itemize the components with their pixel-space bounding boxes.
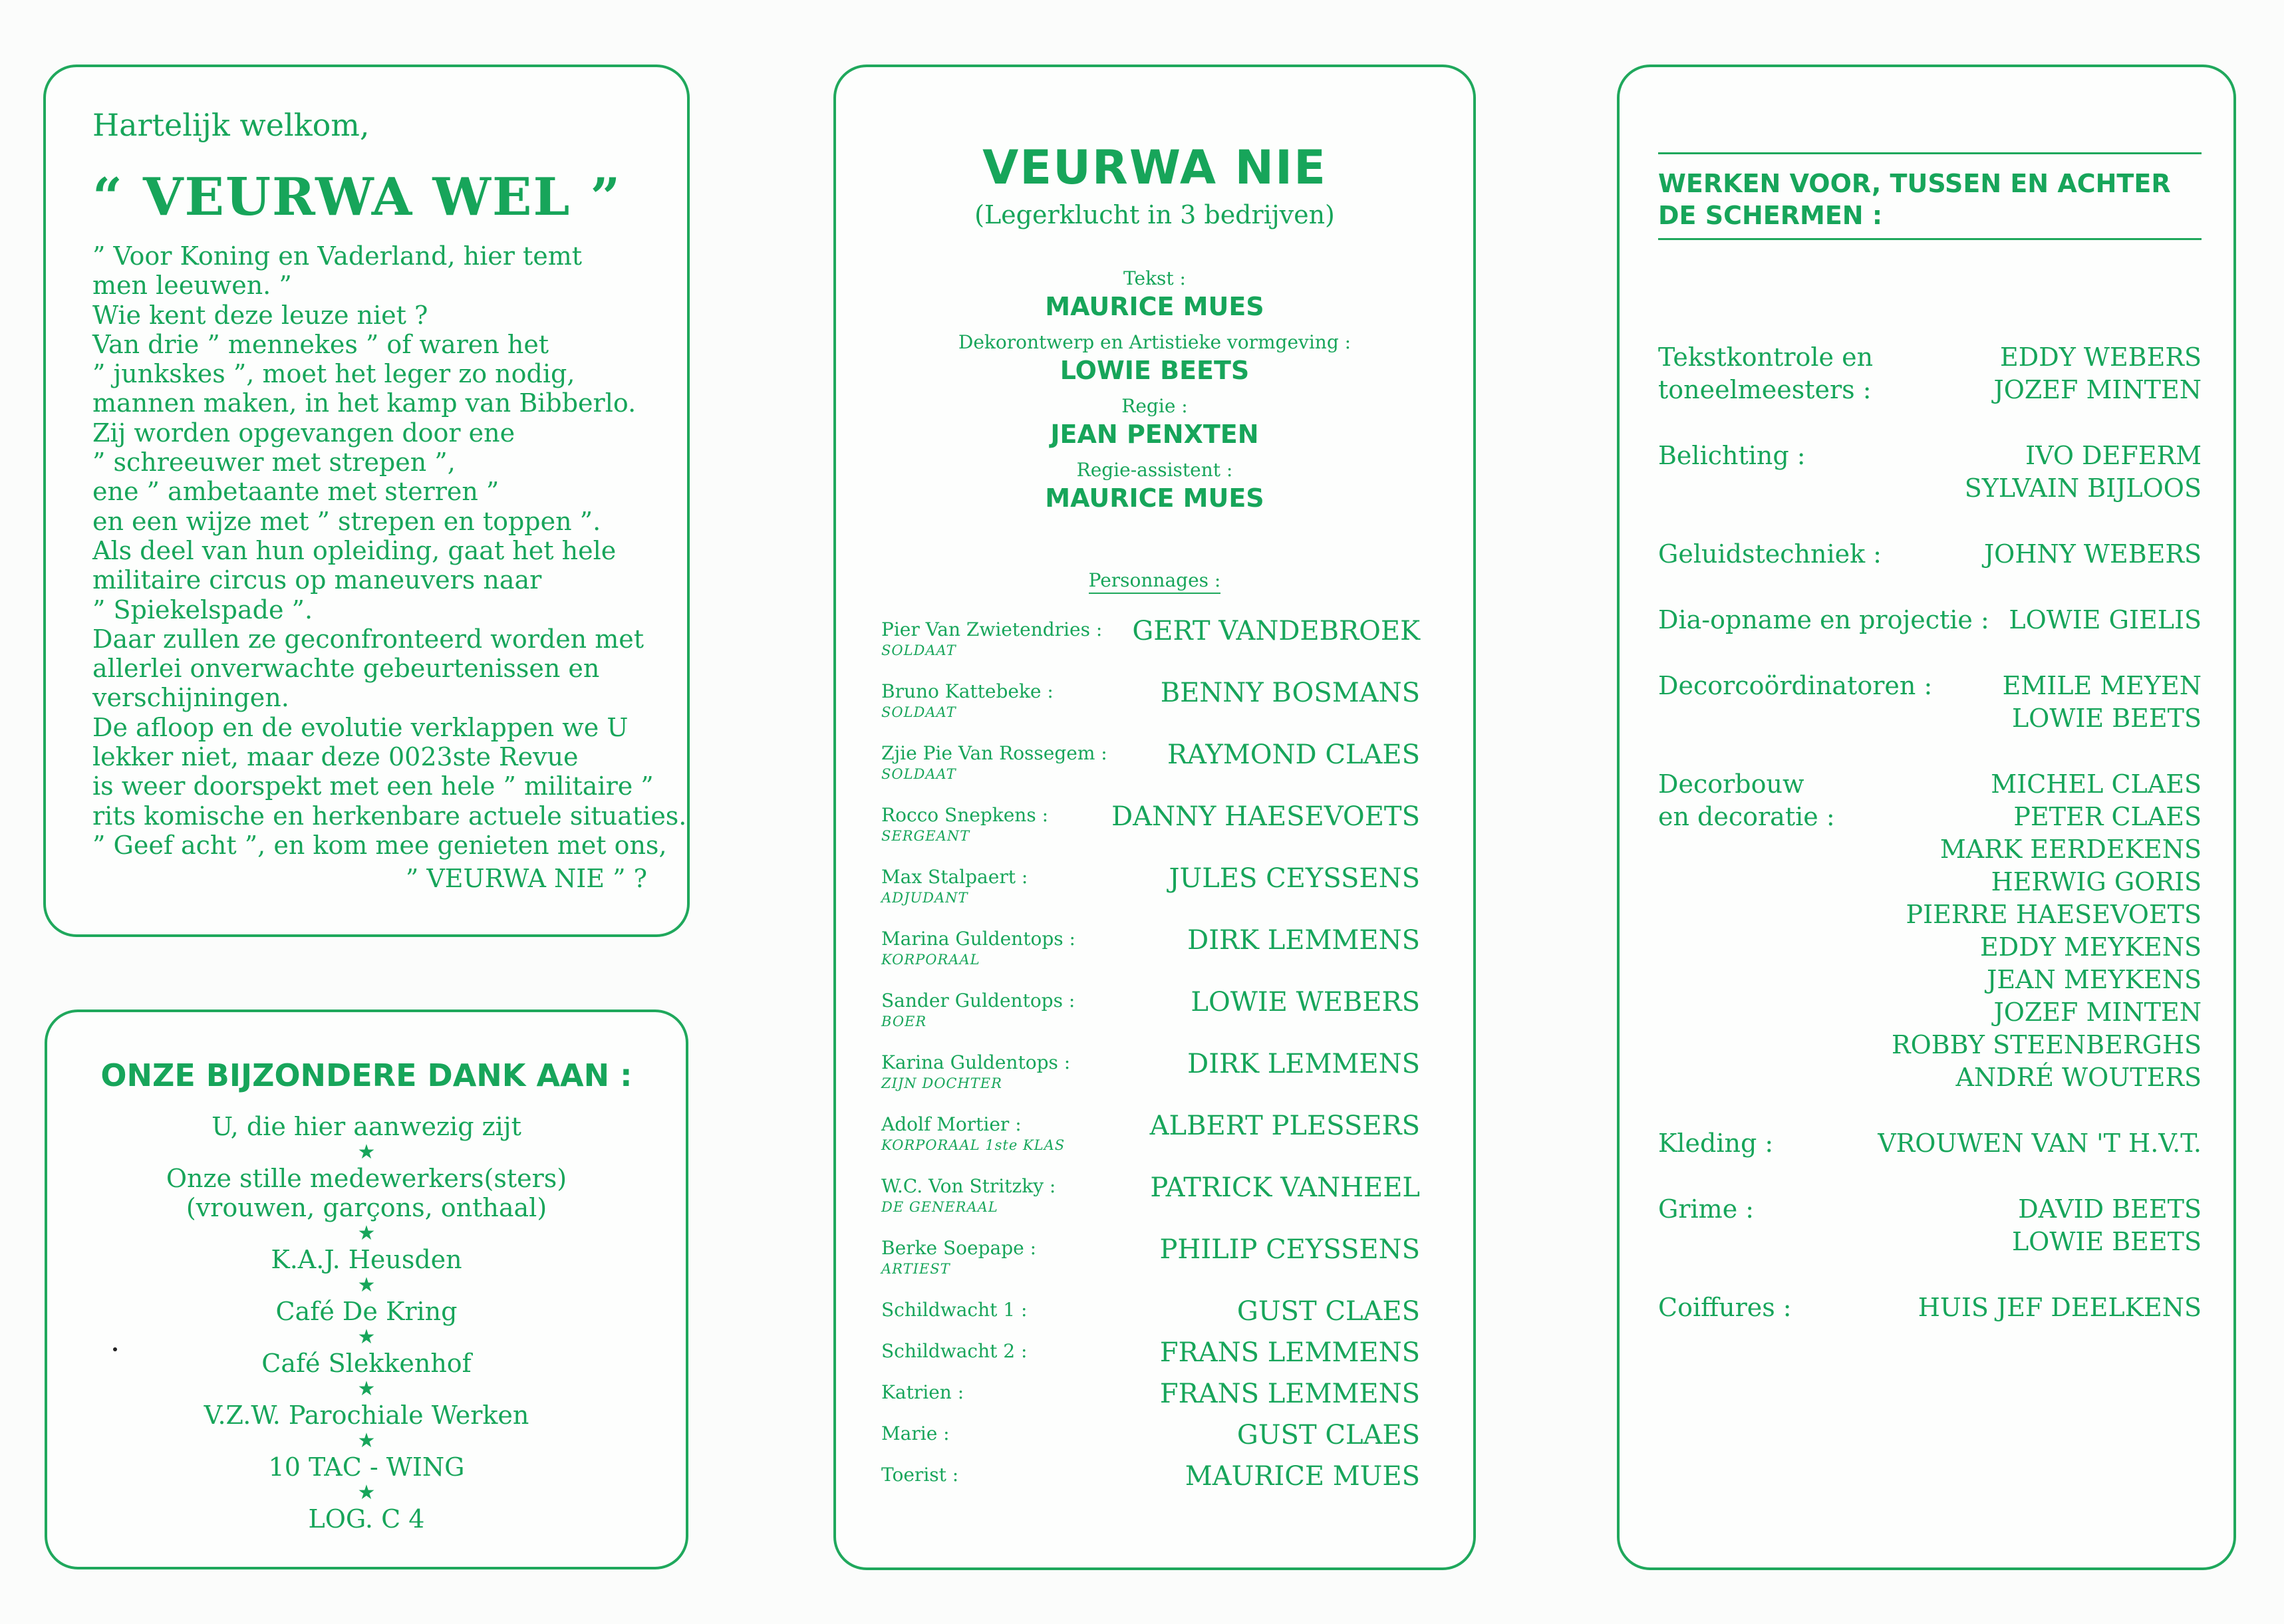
- welcome-title: “ VEURWA WEL ”: [92, 167, 622, 227]
- credit-label: Regie :: [1121, 395, 1188, 417]
- crew-role-label-line: en decoratie :: [1658, 802, 1835, 831]
- role-rank: ARTIEST: [881, 1261, 950, 1277]
- welcome-body-line: men leeuwen. ”: [92, 271, 292, 301]
- role-rank: BOER: [881, 1014, 927, 1029]
- crew-member: PETER CLAES: [2013, 802, 2202, 831]
- crew-role-label-line: toneelmeesters :: [1658, 375, 1872, 404]
- crew-role-label-line: Grime :: [1658, 1194, 1755, 1224]
- role-rank: SOLDAAT: [881, 642, 956, 658]
- crew-row: [1658, 1193, 2202, 1258]
- actor-name: GUST CLAES: [1236, 1420, 1420, 1450]
- role-rank: SOLDAAT: [881, 704, 956, 720]
- star-icon: ★: [357, 1274, 376, 1297]
- actor-name: BENNY BOSMANS: [1160, 678, 1420, 708]
- star-icon: ★: [357, 1377, 376, 1401]
- welcome-greeting: Hartelijk welkom,: [92, 107, 370, 143]
- role-name: Rocco Snepkens :: [881, 804, 1049, 826]
- crew-member: JOZEF MINTEN: [1993, 998, 2202, 1027]
- welcome-body: [92, 241, 687, 860]
- cast-panel: [833, 65, 1476, 1570]
- crew-row: [1658, 670, 2202, 735]
- welcome-panel: [43, 65, 690, 937]
- thanks-item: Onze stille medewerkers(sters): [166, 1164, 567, 1193]
- actor-name: DANNY HAESEVOETS: [1111, 801, 1420, 832]
- welcome-body-line: ” Spiekelspade ”.: [92, 595, 313, 624]
- cast-row: [881, 1420, 1420, 1461]
- crew-row: [1658, 341, 2202, 406]
- role-rank: SOLDAAT: [881, 766, 956, 782]
- welcome-body-line: allerlei onverwachte gebeurtenissen en: [92, 654, 600, 684]
- role-name: Schildwacht 1 :: [881, 1299, 1028, 1321]
- actor-name: FRANS LEMMENS: [1159, 1337, 1420, 1368]
- crew-role-label: [1658, 670, 1932, 702]
- welcome-body-line: Daar zullen ze geconfronteerd worden met: [92, 624, 644, 654]
- thanks-item: (vrouwen, garçons, onthaal): [186, 1193, 547, 1222]
- crew-role-label-line: Geluidstechniek :: [1658, 539, 1882, 569]
- credit-name: MAURICE MUES: [1045, 292, 1264, 321]
- crew-member: LOWIE BEETS: [2011, 704, 2202, 733]
- actor-name: DIRK LEMMENS: [1187, 1049, 1420, 1079]
- crew-member: VROUWEN VAN 'T H.V.T.: [1878, 1129, 2202, 1158]
- thanks-item: U, die hier aanwezig zijt: [212, 1112, 521, 1141]
- crew-role-label: [1658, 341, 1873, 406]
- welcome-body-line: ” junkskes ”, moet het leger zo nodig,: [92, 359, 575, 389]
- thanks-list: [47, 1112, 686, 1534]
- cast-row: [881, 1172, 1420, 1234]
- crew-row: [1658, 604, 2202, 636]
- star-icon: ★: [357, 1481, 376, 1504]
- crew-row: [1658, 538, 2202, 571]
- crew-role-label-line: Tekstkontrole en: [1658, 342, 1874, 372]
- crew-role-label-line: Decorbouw: [1658, 769, 1804, 799]
- thanks-item: LOG. C 4: [308, 1504, 425, 1534]
- welcome-body-line: Zij worden opgevangen door ene: [92, 418, 515, 448]
- credit-label: Tekst :: [1123, 267, 1186, 289]
- role-rank: ADJUDANT: [881, 890, 968, 906]
- crew-role-label-line: Coiffures :: [1658, 1293, 1792, 1322]
- cast-row: [881, 801, 1420, 863]
- role-name: W.C. Von Stritzky :: [881, 1175, 1056, 1197]
- cast-row: [881, 925, 1420, 987]
- credit-name: MAURICE MUES: [1045, 483, 1264, 513]
- crew-role-label: [1658, 1193, 1754, 1226]
- crew-member: DAVID BEETS: [2018, 1194, 2202, 1224]
- cast-row: [881, 1049, 1420, 1111]
- star-icon: ★: [357, 1429, 376, 1452]
- welcome-body-line: mannen maken, in het kamp van Bibberlo.: [92, 388, 637, 418]
- cast-row: [881, 740, 1420, 801]
- crew-role-label: [1658, 1127, 1773, 1160]
- star-icon: ★: [357, 1325, 376, 1349]
- crew-member: HERWIG GORIS: [1991, 867, 2202, 896]
- thanks-item: 10 TAC - WING: [268, 1452, 465, 1482]
- crew-member: LOWIE GIELIS: [2009, 605, 2202, 634]
- role-rank: KORPORAAL: [881, 952, 980, 968]
- role-rank: SERGEANT: [881, 828, 970, 844]
- welcome-body-line: Als deel van hun opleiding, gaat het hele: [92, 535, 617, 565]
- actor-name: LOWIE WEBERS: [1191, 987, 1420, 1017]
- cast-row: [881, 1296, 1420, 1337]
- crew-member: PIERRE HAESEVOETS: [1906, 900, 2202, 929]
- crew-role-label-line: Kleding :: [1658, 1129, 1774, 1158]
- actor-name: JULES CEYSSENS: [1169, 863, 1420, 894]
- role-rank: ZIJN DOCHTER: [881, 1075, 1002, 1091]
- role-name: Zjie Pie Van Rossegem :: [881, 742, 1107, 764]
- paper-speck: [113, 1347, 117, 1351]
- thanks-item: V.Z.W. Parochiale Werken: [204, 1401, 529, 1430]
- crew-row: [1658, 1127, 2202, 1160]
- crew-member: SYLVAIN BIJLOOS: [1964, 474, 2202, 503]
- welcome-body-line: is weer doorspekt met een hele ” militaire ”: [92, 771, 654, 801]
- crew-member: MICHEL CLAES: [1991, 769, 2202, 799]
- role-name: Toerist :: [881, 1464, 959, 1486]
- credit-label: Dekorontwerp en Artistieke vormgeving :: [958, 331, 1352, 353]
- actor-name: GERT VANDEBROEK: [1132, 616, 1420, 646]
- credit-label: Regie-assistent :: [1076, 459, 1233, 481]
- play-subtitle: (Legerklucht in 3 bedrijven): [974, 200, 1335, 229]
- role-name: Katrien :: [881, 1381, 964, 1403]
- thanks-item: Café Slekkenhof: [261, 1349, 472, 1378]
- crew-member: EDDY MEYKENS: [1980, 932, 2202, 962]
- role-name: Pier Van Zwietendries :: [881, 618, 1103, 640]
- welcome-body-line: Wie kent deze leuze niet ?: [92, 300, 428, 330]
- crew-row: [1658, 768, 2202, 1094]
- production-credits: [836, 267, 1473, 522]
- crew-row: [1658, 440, 2202, 505]
- welcome-body-line: verschijningen.: [92, 683, 289, 713]
- crew-member: JEAN MEYKENS: [1987, 965, 2202, 994]
- crew-panel: [1617, 65, 2236, 1570]
- credit-name: LOWIE BEETS: [1060, 356, 1250, 385]
- actor-name: PHILIP CEYSSENS: [1159, 1234, 1420, 1265]
- crew-header-line: DE SCHERMEN :: [1658, 201, 1883, 230]
- star-icon: ★: [357, 1141, 376, 1164]
- credit-name: JEAN PENXTEN: [1050, 420, 1259, 449]
- cast-row: [881, 616, 1420, 678]
- star-icon: ★: [357, 1222, 376, 1245]
- role-name: Karina Guldentops :: [881, 1051, 1071, 1073]
- welcome-body-line: rits komische en herkenbare actuele situaties.: [92, 801, 687, 831]
- cast-row: [881, 1234, 1420, 1296]
- role-name: Sander Guldentops :: [881, 990, 1075, 1012]
- cast-row: [881, 987, 1420, 1049]
- crew-header-line: WERKEN VOOR, TUSSEN EN ACHTER: [1658, 169, 2171, 198]
- crew-list: [1658, 341, 2202, 1357]
- role-name: Schildwacht 2 :: [881, 1340, 1028, 1362]
- welcome-body-line: lekker niet, maar deze 0023ste Revue: [92, 742, 579, 772]
- thanks-item: Café De Kring: [275, 1297, 458, 1326]
- crew-member: JOHNY WEBERS: [1983, 539, 2202, 569]
- crew-header: [1658, 152, 2202, 240]
- welcome-body-line: ” Voor Koning en Vaderland, hier temt: [92, 241, 583, 271]
- crew-member: LOWIE BEETS: [2011, 1227, 2202, 1256]
- role-name: Max Stalpaert :: [881, 866, 1028, 888]
- crew-member: ROBBY STEENBERGHS: [1891, 1030, 2202, 1059]
- crew-member: EMILE MEYEN: [2002, 671, 2202, 700]
- crew-member: MARK EERDEKENS: [1939, 835, 2202, 864]
- crew-role-label-line: Dia-opname en projectie :: [1658, 605, 1989, 634]
- actor-name: DIRK LEMMENS: [1187, 925, 1420, 956]
- crew-member: EDDY WEBERS: [2000, 342, 2202, 372]
- welcome-body-line: ene ” ambetaante met sterren ”: [92, 477, 500, 507]
- welcome-body-line: De afloop en de evolutie verklappen we U: [92, 712, 629, 742]
- cast-row: [881, 1379, 1420, 1420]
- actor-name: RAYMOND CLAES: [1167, 740, 1420, 770]
- crew-role-label: [1658, 538, 1882, 571]
- actor-name: GUST CLAES: [1236, 1296, 1420, 1327]
- role-name: Berke Soepape :: [881, 1237, 1037, 1259]
- thanks-title: ONZE BIJZONDERE DANK AAN :: [100, 1057, 633, 1093]
- cast-row: [881, 1461, 1420, 1502]
- cast-row: [881, 863, 1420, 925]
- thanks-panel: [45, 1010, 688, 1569]
- actor-name: MAURICE MUES: [1185, 1461, 1420, 1492]
- crew-member: ANDRÉ WOUTERS: [1955, 1063, 2202, 1092]
- crew-role-label: [1658, 1291, 1792, 1324]
- crew-role-label-line: Belichting :: [1658, 441, 1806, 470]
- role-name: Marina Guldentops :: [881, 928, 1075, 950]
- cast-row: [881, 1337, 1420, 1379]
- role-name: Adolf Mortier :: [881, 1113, 1022, 1135]
- welcome-body-line: Van drie ” mennekes ” of waren het: [92, 329, 549, 359]
- play-title: VEURWA NIE: [982, 140, 1327, 195]
- welcome-signoff: ” VEURWA NIE ” ?: [405, 864, 647, 893]
- welcome-body-line: ” Geef acht ”, en kom mee genieten met ons,: [92, 830, 667, 860]
- crew-row: [1658, 1291, 2202, 1324]
- actor-name: ALBERT PLESSERS: [1149, 1111, 1420, 1141]
- cast-row: [881, 1111, 1420, 1172]
- actor-name: FRANS LEMMENS: [1159, 1379, 1420, 1409]
- crew-role-label: [1658, 768, 1835, 833]
- role-rank: DE GENERAAL: [881, 1199, 998, 1215]
- welcome-body-line: militaire circus op maneuvers naar: [92, 565, 542, 595]
- crew-member: HUIS JEF DEELKENS: [1918, 1293, 2202, 1322]
- crew-role-label: [1658, 604, 1989, 636]
- crew-role-label-line: Decorcoördinatoren :: [1658, 671, 1933, 700]
- cast-list: [881, 616, 1420, 1502]
- thanks-item: K.A.J. Heusden: [271, 1245, 462, 1274]
- personnages-header: Personnages :: [836, 569, 1473, 591]
- crew-member: JOZEF MINTEN: [1993, 375, 2202, 404]
- welcome-body-line: en een wijze met ” strepen en toppen ”.: [92, 506, 601, 536]
- actor-name: PATRICK VANHEEL: [1150, 1172, 1420, 1203]
- cast-row: [881, 678, 1420, 740]
- role-name: Bruno Kattebeke :: [881, 680, 1054, 702]
- role-name: Marie :: [881, 1422, 950, 1444]
- welcome-body-line: ” schreeuwer met strepen ”,: [92, 448, 456, 477]
- crew-member: IVO DEFERM: [2025, 441, 2202, 470]
- role-rank: KORPORAAL 1ste KLAS: [881, 1137, 1066, 1153]
- crew-role-label: [1658, 440, 1806, 472]
